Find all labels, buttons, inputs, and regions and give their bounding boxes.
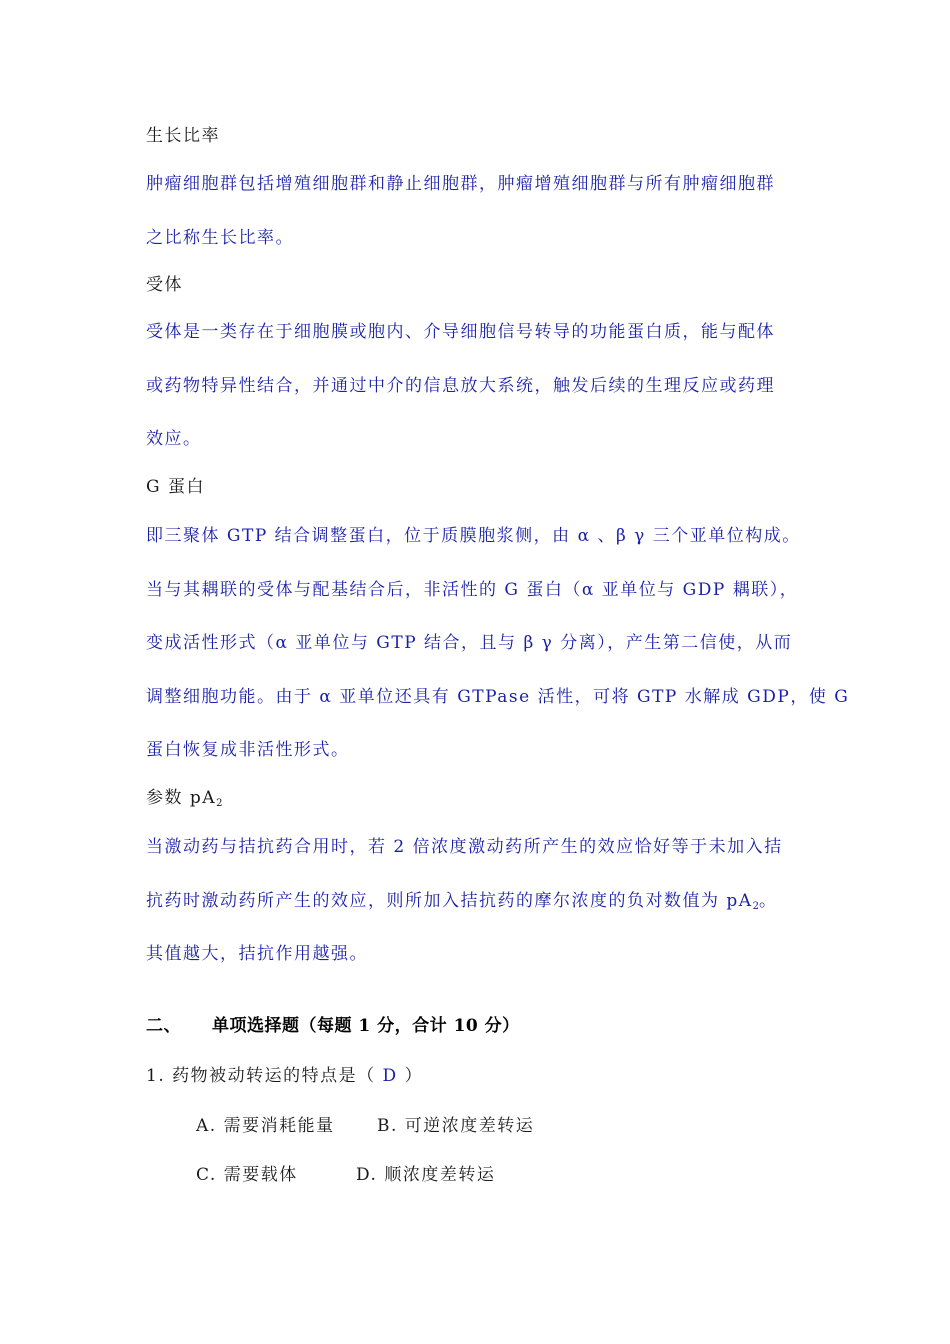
definition-line: 当与其耦联的受体与配基结合后，非活性的 G 蛋白（α 亚单位与 GDP 耦联）， <box>146 580 799 600</box>
definition-line: 变成活性形式（α 亚单位与 GTP 结合，且与 β γ 分离），产生第二信使，从而 <box>146 633 793 653</box>
definition-line: 蛋白恢复成非活性形式。 <box>146 740 350 760</box>
definition-line: 调整细胞功能。由于 α 亚单位还具有 GTPase 活性，可将 GTP 水解成 GDP，使 G <box>146 687 850 707</box>
definition-line: 即三聚体 GTP 结合调整蛋白，位于质膜胞浆侧，由 α 、β γ 三个亚单位构成。 <box>146 526 801 546</box>
option-b: B. 可逆浓度差转运 <box>377 1116 535 1136</box>
definition-line-end: 。 <box>758 891 778 911</box>
question-text-end: ） <box>404 1066 424 1086</box>
section-title: 单项选择题（每题 1 分，合计 10 分） <box>212 1016 520 1036</box>
definition-line: 肿瘤细胞群包括增殖细胞群和静止细胞群，肿瘤增殖细胞群与所有肿瘤细胞群 <box>146 174 775 194</box>
definition-line: 之比称生长比率。 <box>146 228 294 248</box>
term-pa2 <box>146 786 222 813</box>
term-pa2-subscript: 2 <box>216 798 223 809</box>
option-d: D. 顺浓度差转运 <box>356 1165 496 1185</box>
pa2-subscript: 2 <box>752 901 759 912</box>
question-text: 1. 药物被动转运的特点是（ <box>146 1066 376 1086</box>
question-answer: D <box>375 1066 405 1086</box>
option-a: A. 需要消耗能量 <box>196 1116 335 1136</box>
definition-line: 或药物特异性结合，并通过中介的信息放大系统，触发后续的生理反应或药理 <box>146 376 775 396</box>
section-heading <box>146 1014 520 1038</box>
term-growth-fraction: 生长比率 <box>146 126 220 146</box>
definition-line-main: 抗药时激动药所产生的效应，则所加入拮抗药的摩尔浓度的负对数值为 pA <box>146 891 753 911</box>
section-number: 二、 <box>146 1016 181 1036</box>
term-g-protein: G 蛋白 <box>146 477 205 497</box>
definition-line <box>146 889 777 916</box>
definition-line: 当激动药与拮抗药合用时，若 2 倍浓度激动药所产生的效应恰好等于未加入拮 <box>146 837 783 857</box>
term-pa2-main: 参数 pA <box>146 788 217 808</box>
definition-line: 效应。 <box>146 429 202 449</box>
definition-line: 受体是一类存在于细胞膜或胞内、介导细胞信号转导的功能蛋白质，能与配体 <box>146 322 775 342</box>
definition-line: 其值越大，拮抗作用越强。 <box>146 944 368 964</box>
term-receptor: 受体 <box>146 275 183 295</box>
question-1 <box>146 1064 423 1088</box>
option-c: C. 需要载体 <box>196 1165 298 1185</box>
